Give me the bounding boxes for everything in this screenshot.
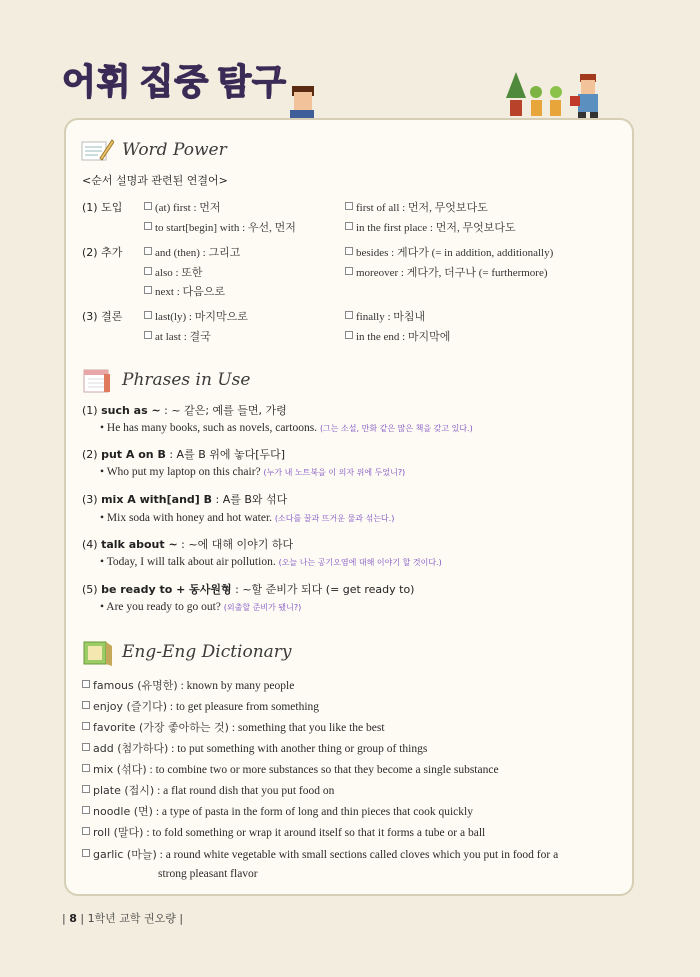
group-label: (1) 도입 [82, 201, 123, 214]
dictionary-entry: add (첨가하다) : to put something with another thing or group of things [82, 740, 427, 756]
phrase-item: (3) mix A with[and] B : A를 B와 섞다 [82, 493, 288, 506]
dictionary-entry: famous (유명한) : known by many people [82, 677, 294, 693]
list-item: finally : 마침내 [345, 308, 425, 324]
phrase-example: • Are you ready to go out? (외출할 준비가 됐니?) [100, 601, 302, 613]
dictionary-entry: roll (말다) : to fold something or wrap it around itself so that it forms a tube or a ball [82, 824, 485, 840]
phrase-example: • Who put my laptop on this chair? (누가 내 노트북을 이 의자 위에 두었니?) [100, 466, 406, 478]
phrase-example: • Mix soda with honey and hot water. (소다를 꿀과 뜨거운 물과 섞는다.) [100, 512, 395, 524]
page-number: 8 [69, 912, 77, 925]
dictionary-entry: favorite (가장 좋아하는 것) : something that you like the best [82, 719, 385, 735]
dictionary-entry: garlic (마늘) : a round white vegetable with small sections called cloves which you put in food for a strong pleasant flavor [82, 845, 622, 884]
phrase-item: (4) talk about ~ : ~에 대해 이야기 하다 [82, 538, 294, 551]
group-label: (2) 추가 [82, 246, 123, 259]
word-power-subtitle: <순서 설명과 관련된 연결어> [82, 174, 228, 187]
list-item: besides : 게다가 (= in addition, additionally) [345, 244, 553, 260]
list-item: at last : 결국 [144, 328, 211, 344]
list-item: and (then) : 그리고 [144, 244, 240, 260]
list-item: first of all : 먼저, 무엇보다도 [345, 199, 488, 215]
title-part1: 어휘 [62, 63, 132, 103]
list-item: last(ly) : 마지막으로 [144, 308, 248, 324]
book-title: 1학년 교학 권오량 [87, 912, 176, 925]
title-part2: 집중 [139, 63, 210, 103]
phrase-example: • He has many books, such as novels, cartoons. (그는 소설, 만화 같은 많은 책을 갖고 있다.) [100, 422, 473, 434]
notebook-icon [80, 366, 114, 394]
dictionary-book-icon [80, 638, 114, 666]
list-item: next : 다음으로 [144, 283, 225, 299]
phrases-header [80, 366, 250, 394]
dictionary-entry: noodle (면) : a type of pasta in the form of long and thin pieces that cook quickly [82, 803, 473, 819]
page-footer: | 8 | 1학년 교학 권오량 | [62, 912, 184, 925]
page-title [62, 63, 287, 103]
dictionary-header [80, 638, 292, 666]
dictionary-entry: enjoy (즐기다) : to get pleasure from something [82, 698, 319, 714]
dictionary-title: Eng-Eng Dictionary [122, 642, 292, 662]
list-item: to start[begin] with : 우선, 먼저 [144, 219, 296, 235]
pen-paper-icon [80, 136, 114, 164]
list-item: in the first place : 먼저, 무엇보다도 [345, 219, 516, 235]
word-power-header [80, 136, 227, 164]
list-item: in the end : 마지막에 [345, 328, 450, 344]
phrase-item: (1) such as ~ : ~ 같은; 예를 들면, 가령 [82, 404, 287, 417]
group-label: (3) 결론 [82, 310, 123, 323]
phrase-item: (5) be ready to + 동사원형 : ~할 준비가 되다 (= get ready to) [82, 583, 415, 596]
header-banner [0, 0, 700, 130]
dictionary-entry: plate (접시) : a flat round dish that you put food on [82, 782, 334, 798]
list-item: moreover : 게다가, 더구나 (= furthermore) [345, 264, 548, 280]
title-part3: 탐구 [217, 63, 287, 103]
phrases-title: Phrases in Use [122, 370, 251, 390]
list-item: (at) first : 먼저 [144, 199, 221, 215]
plants-illustration [502, 70, 568, 120]
list-item: also : 또한 [144, 264, 203, 280]
phrase-item: (2) put A on B : A를 B 위에 놓다[두다] [82, 448, 286, 461]
word-power-title: Word Power [122, 140, 227, 160]
dictionary-entry: mix (섞다) : to combine two or more substances so that they become a single substance [82, 761, 499, 777]
phrase-example: • Today, I will talk about air pollution. (오늘 나는 공기오염에 대해 이야기 할 것이다.) [100, 556, 442, 568]
